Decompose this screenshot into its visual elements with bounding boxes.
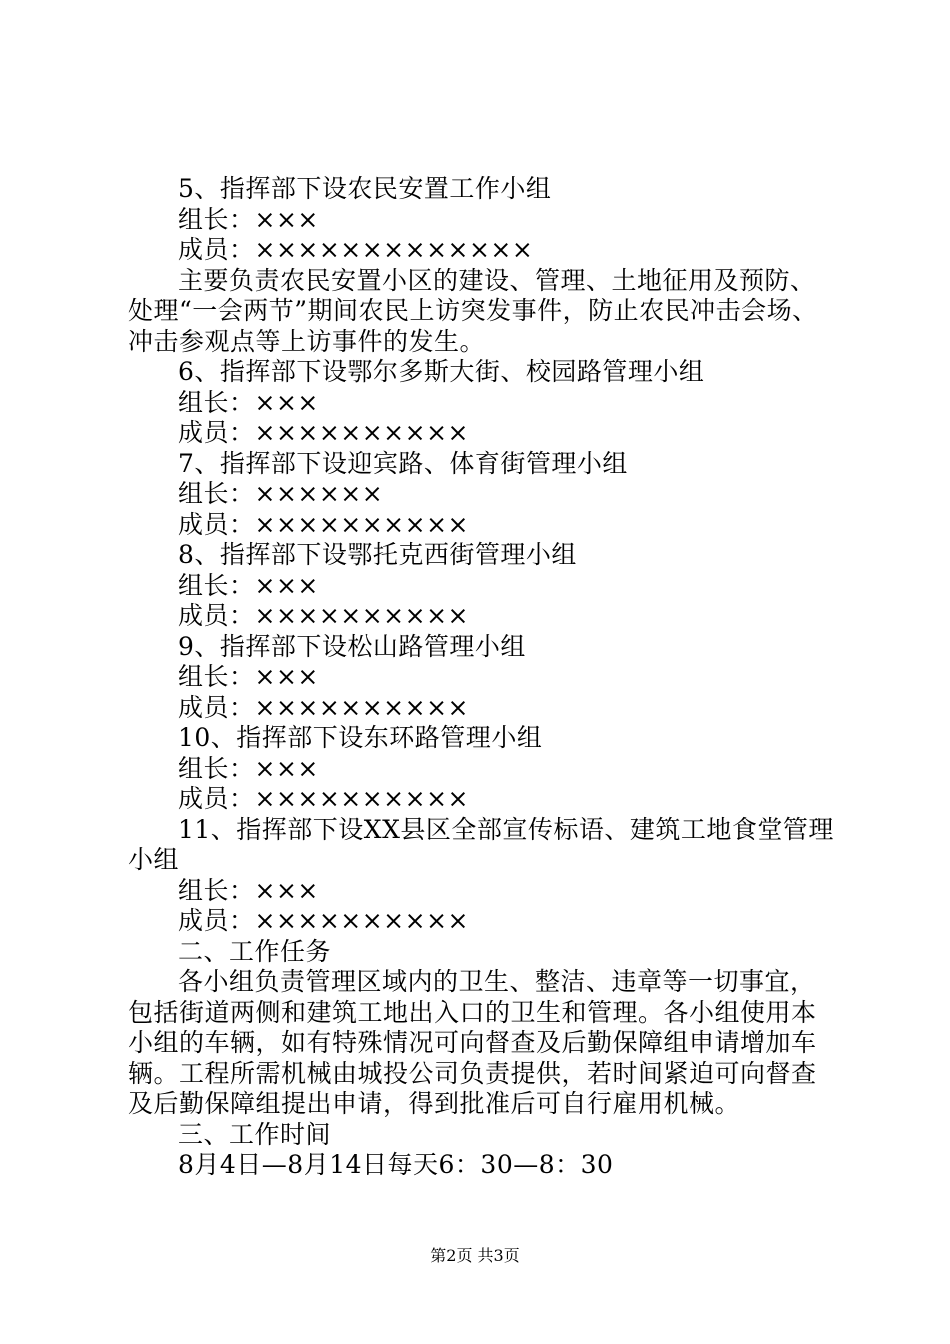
group-members-line: 成员：××××××××××××× <box>178 235 534 264</box>
group-leader-line: 组长：××× <box>178 875 319 905</box>
paragraph-line: 冲击参观点等上访事件的发生。 <box>128 326 486 356</box>
section-heading-5: 5、指挥部下设农民安置工作小组 <box>178 174 552 203</box>
group-leader-line: 组长：××× <box>178 570 319 600</box>
paragraph-line: 包括街道两侧和建筑工地出入口的卫生和管理。各小组使用本 <box>128 997 817 1027</box>
group-leader-line: 组长：××× <box>178 204 319 234</box>
group-members-line: 成员：×××××××××× <box>178 418 469 447</box>
section-heading-7: 7、指挥部下设迎宾路、体育街管理小组 <box>178 448 628 478</box>
group-members-line: 成员：×××××××××× <box>178 906 469 935</box>
section-heading-10: 10、指挥部下设东环路管理小组 <box>178 723 543 752</box>
section-title-tasks: 二、工作任务 <box>178 936 332 966</box>
section-heading-8: 8、指挥部下设鄂托克西街管理小组 <box>178 540 577 569</box>
group-members-line: 成员：×××××××××× <box>178 784 469 813</box>
section-heading-9: 9、指挥部下设松山路管理小组 <box>178 631 526 661</box>
group-leader-line: 组长：××× <box>178 387 319 417</box>
group-leader-line: 组长：×××××× <box>178 479 384 508</box>
paragraph-line: 小组的车辆，如有特殊情况可向督查及后勤保障组申请增加车 <box>128 1028 817 1057</box>
group-members-line: 成员：×××××××××× <box>178 509 469 539</box>
section-heading-11-continued: 小组 <box>128 845 180 874</box>
group-leader-line: 组长：××× <box>178 753 319 783</box>
paragraph-line: 各小组负责管理区域内的卫生、整洁、违章等一切事宜， <box>178 967 816 996</box>
paragraph-line: 辆。工程所需机械由城投公司负责提供，若时间紧迫可向督查 <box>128 1058 817 1088</box>
schedule-line: 8月4日—8月14日每天6：30—8：30 <box>178 1150 614 1179</box>
paragraph-line: 及后勤保障组提出申请，得到批准后可自行雇用机械。 <box>128 1089 741 1118</box>
paragraph-line: 主要负责农民安置小区的建设、管理、土地征用及预防、 <box>178 265 816 295</box>
document-body <box>128 174 840 1181</box>
group-leader-line: 组长：××× <box>178 662 319 691</box>
section-heading-11: 11、指挥部下设XX县区全部宣传标语、建筑工地食堂管理 <box>178 814 834 844</box>
paragraph-line: 处理“一会两节”期间农民上访突发事件，防止农民冲击会场、 <box>128 296 818 325</box>
group-members-line: 成员：×××××××××× <box>178 601 469 630</box>
page-footer: 第2页 共3页 <box>430 1246 520 1265</box>
section-title-schedule: 三、工作时间 <box>178 1119 332 1149</box>
section-heading-6: 6、指挥部下设鄂尔多斯大街、校园路管理小组 <box>178 357 705 386</box>
group-members-line: 成员：×××××××××× <box>178 692 469 722</box>
